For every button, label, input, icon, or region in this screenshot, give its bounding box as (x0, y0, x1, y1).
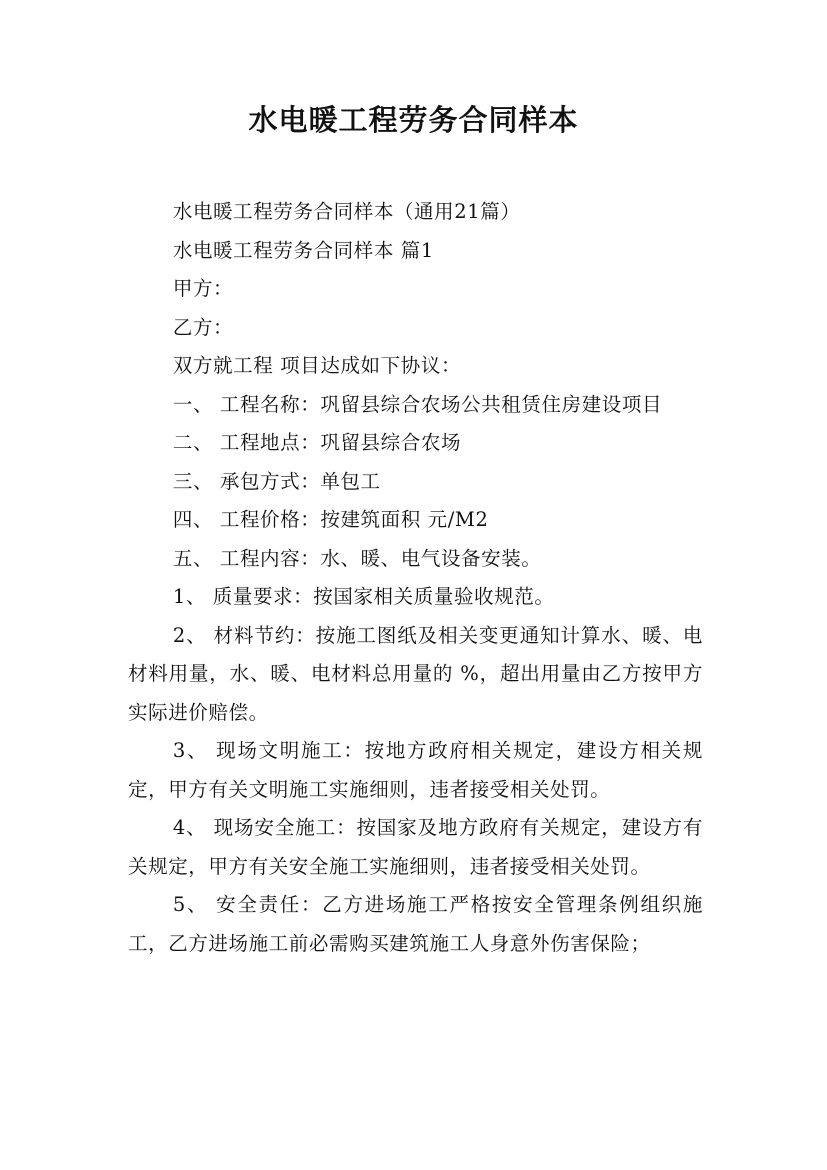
paragraph-agreement-intro: 双方就工程 项目达成如下协议： (172, 354, 462, 377)
paragraph-party-a: 甲方： (172, 277, 234, 300)
paragraph-material-saving: 2、 材料节约：按施工图纸及相关变更通知计算水、暖、电材料用量，水、暖、电材料总用量的 %，超出用量由乙方按甲方实际进价赔偿。 (128, 623, 703, 724)
paragraph-project-location: 二、 工程地点：巩留县综合农场 (172, 431, 462, 454)
paragraph-party-b: 乙方： (172, 315, 234, 339)
paragraph-quality-requirement: 1、 质量要求：按国家相关质量验收规范。 (172, 585, 555, 608)
paragraph-subtitle: 水电暖工程劳务合同样本（通用21篇） (172, 200, 521, 223)
document-title: 水电暖工程劳务合同样本 (248, 103, 579, 137)
paragraph-project-name: 一、 工程名称：巩留县综合农场公共租赁住房建设项目 (172, 392, 663, 416)
paragraph-project-price: 四、 工程价格：按建筑面积 元/M2 (172, 508, 489, 531)
document-body (128, 193, 703, 963)
paragraph-article-heading: 水电暖工程劳务合同样本 篇1 (172, 238, 434, 262)
paragraph-project-content: 五、 工程内容：水、暖、电气设备安装。 (172, 546, 542, 570)
paragraph-civilized-construction: 3、 现场文明施工：按地方政府相关规定，建设方相关规定，甲方有关文明施工实施细则，违者接受相关处罚。 (128, 739, 703, 801)
paragraph-safety-responsibility: 5、 安全责任：乙方进场施工严格按安全管理条例组织施工，乙方进场施工前必需购买建筑施工人身意外伤害保险； (128, 893, 703, 955)
paragraph-contract-method: 三、 承包方式：单包工 (172, 469, 381, 493)
paragraph-safe-construction: 4、 现场安全施工：按国家及地方政府有关规定，建设方有关规定，甲方有关安全施工实施细则，违者接受相关处罚。 (128, 816, 703, 878)
